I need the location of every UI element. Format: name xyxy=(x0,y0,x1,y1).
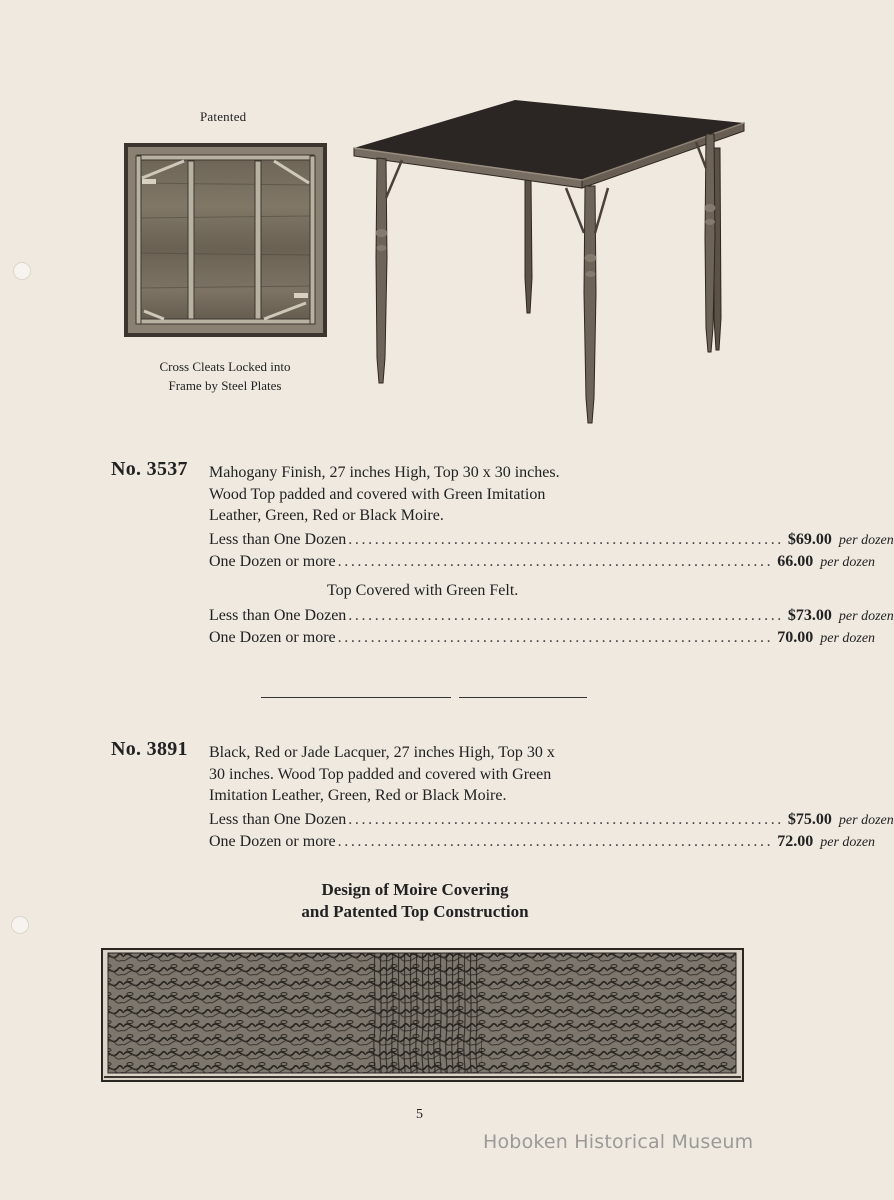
dot-leader: .................................................................. xyxy=(348,531,784,548)
product-3537-desc-line-1: Mahogany Finish, 27 inches High, Top 30 x 30 inches. xyxy=(209,464,560,481)
design-title-line-2: and Patented Top Construction xyxy=(301,902,529,921)
price-amount: 70.00 xyxy=(777,629,814,646)
moire-pattern-swatch xyxy=(102,949,743,1081)
price-row xyxy=(209,811,894,833)
product-3537-desc-line-2: Wood Top padded and covered with Green Imitation xyxy=(209,485,546,503)
price-label: Less than One Dozen xyxy=(209,607,347,624)
price-row xyxy=(209,833,876,855)
price-unit: per dozen xyxy=(820,555,876,570)
price-unit: per dozen xyxy=(820,835,876,850)
product-3537-desc-line-3: Leather, Green, Red or Black Moire. xyxy=(209,507,444,524)
price-row xyxy=(209,553,876,575)
price-label: Less than One Dozen xyxy=(209,811,347,828)
price-unit: per dozen xyxy=(838,813,894,828)
patented-label: Patented xyxy=(200,109,247,124)
underside-caption xyxy=(125,357,325,395)
price-amount: 66.00 xyxy=(777,553,814,570)
price-amount: $75.00 xyxy=(787,811,832,828)
price-row xyxy=(209,607,894,629)
price-label: One Dozen or more xyxy=(209,833,336,850)
price-label: Less than One Dozen xyxy=(209,531,347,548)
underside-caption-line-2: Frame by Steel Plates xyxy=(168,378,282,393)
dot-leader: .................................................................. xyxy=(337,833,774,850)
binder-hole-top xyxy=(13,262,31,280)
product-number-3537: No. 3537 xyxy=(111,458,188,480)
museum-watermark: Hoboken Historical Museum xyxy=(483,1131,754,1153)
product-3891-desc-line-1: Black, Red or Jade Lacquer, 27 inches High, Top 30 x xyxy=(209,744,555,761)
price-label: One Dozen or more xyxy=(209,553,336,570)
dot-leader: .................................................................. xyxy=(348,811,784,828)
price-unit: per dozen xyxy=(820,631,876,646)
price-row xyxy=(209,531,894,553)
binder-hole-bottom xyxy=(11,916,29,934)
product-3891-desc-line-2: 30 inches. Wood Top padded and covered with Green xyxy=(209,765,552,783)
dot-leader: .................................................................. xyxy=(337,629,774,646)
underside-caption-line-1: Cross Cleats Locked into xyxy=(159,359,291,374)
product-3891-description xyxy=(209,742,629,807)
dot-leader: .................................................................. xyxy=(337,553,774,570)
dot-leader: .................................................................. xyxy=(348,607,784,624)
price-unit: per dozen xyxy=(838,533,894,548)
product-3891-desc-line-3: Imitation Leather, Green, Red or Black Moire. xyxy=(209,787,507,804)
price-amount: $69.00 xyxy=(787,531,832,548)
design-section-title xyxy=(240,879,590,923)
design-title-line-1: Design of Moire Covering xyxy=(321,880,509,899)
price-label: One Dozen or more xyxy=(209,629,336,646)
price-amount: $73.00 xyxy=(787,607,832,624)
table-underside-photo xyxy=(124,143,327,337)
section-divider-right xyxy=(459,697,587,698)
card-table-photo xyxy=(352,98,746,426)
page-number: 5 xyxy=(416,1107,423,1122)
price-row xyxy=(209,629,876,651)
price-amount: 72.00 xyxy=(777,833,814,850)
price-unit: per dozen xyxy=(838,609,894,624)
section-divider-left xyxy=(261,697,451,698)
felt-top-subheading: Top Covered with Green Felt. xyxy=(327,582,519,599)
product-number-3891: No. 3891 xyxy=(111,738,188,760)
product-3537-description xyxy=(209,462,629,527)
